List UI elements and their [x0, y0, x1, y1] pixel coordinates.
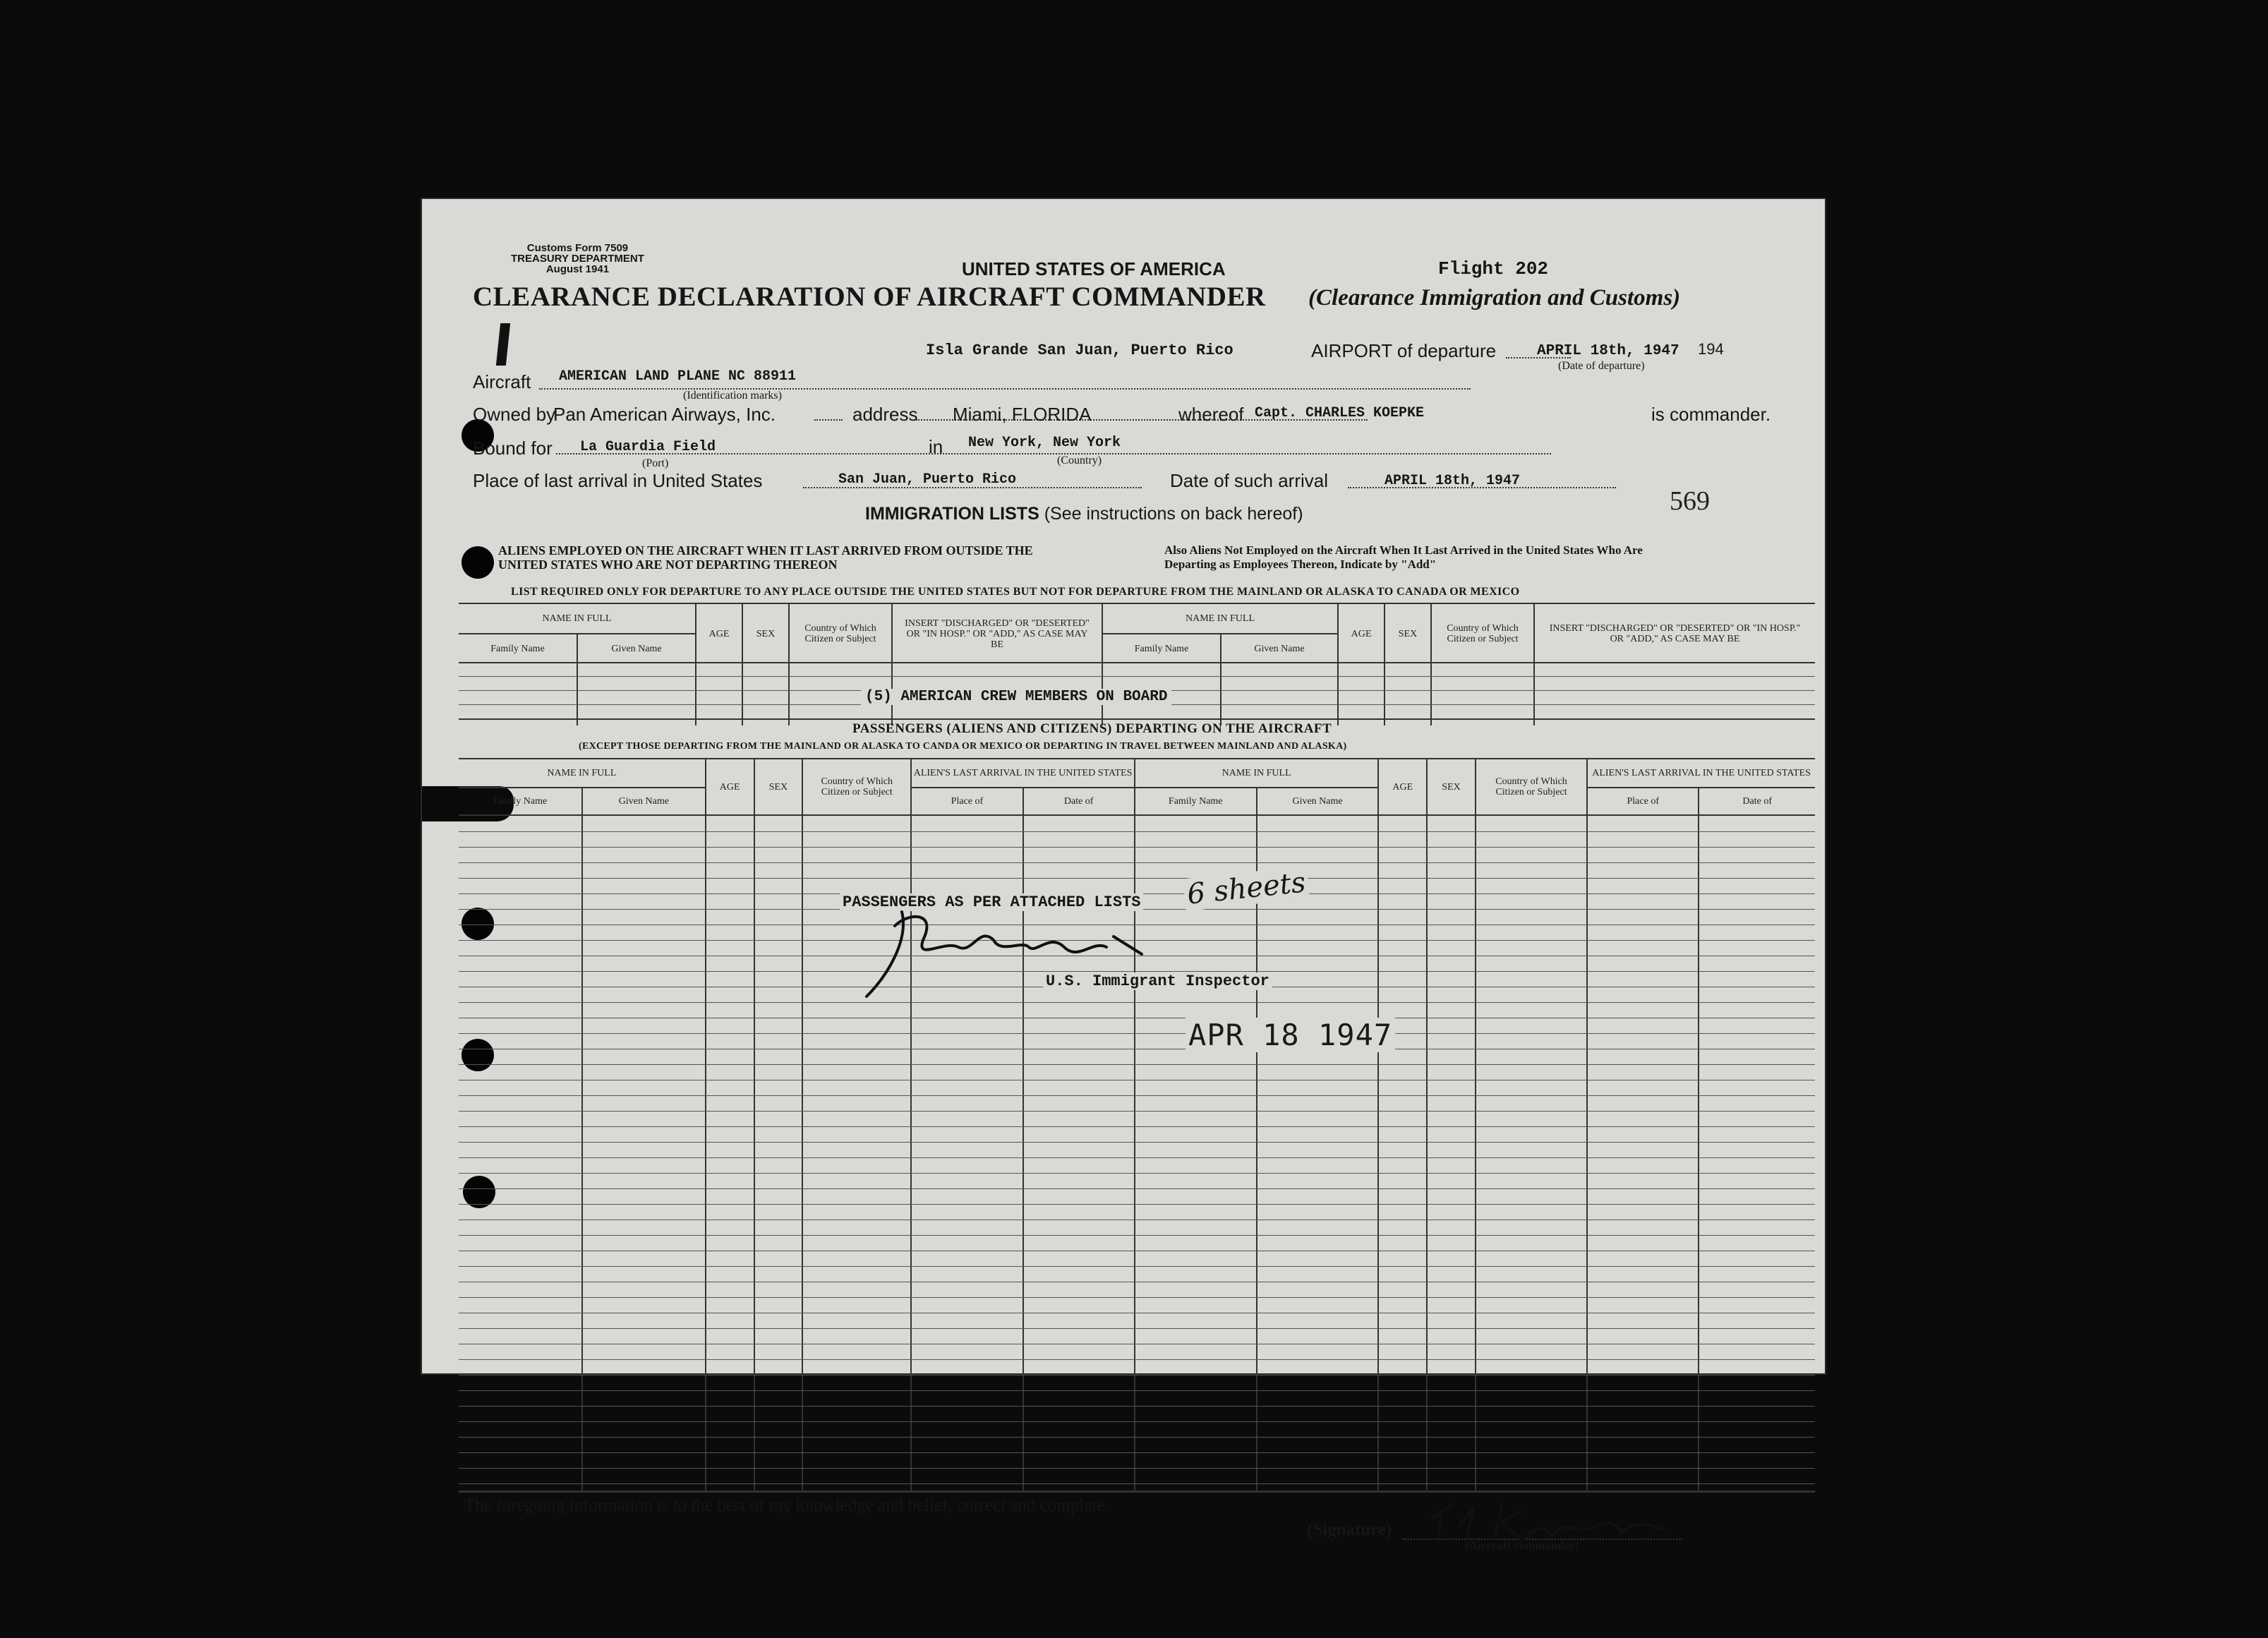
ruled-line: [459, 1188, 1815, 1189]
ruled-line: [459, 1111, 1815, 1112]
aliens-employed-note: ALIENS EMPLOYED ON THE AIRCRAFT WHEN IT LAST ARRIVED FROM OUTSIDE THE UNITED STATES WHO ARE NOT DEPARTING THEREON: [498, 543, 1033, 572]
attached-lists-stamp: PASSENGERS AS PER ATTACHED LISTS: [840, 893, 1143, 911]
certification-statement: The foregoing information is to the best of my knowledge and belief, correct and complete.: [464, 1496, 1109, 1515]
col-family-name: Family Name: [1135, 788, 1257, 814]
col-age: AGE: [1338, 604, 1385, 663]
col-name-in-full: NAME IN FULL: [1102, 604, 1338, 634]
owned-value: Pan American Airways, Inc.: [553, 404, 776, 425]
departure-date-value: APRIL 18th, 1947: [1537, 343, 1679, 359]
ruled-line: [459, 1142, 1815, 1143]
whereof-label: whereof: [1178, 404, 1244, 425]
ruled-line: [459, 1328, 1815, 1329]
ruled-line: [459, 1390, 1815, 1391]
clearance-declaration-form: [422, 199, 1825, 1552]
ruled-line: [459, 862, 1815, 863]
col-name-in-full: NAME IN FULL: [1135, 759, 1379, 788]
address-label: address: [852, 404, 918, 425]
ruled-line: [459, 1483, 1815, 1484]
col-country: Country of Which Citizen or Subject: [1431, 604, 1534, 663]
col-last-arrival: ALIEN'S LAST ARRIVAL IN THE UNITED STATES: [1587, 759, 1815, 788]
col-sex: SEX: [754, 759, 803, 814]
aircraft-value: AMERICAN LAND PLANE NC 88911: [559, 368, 797, 385]
col-place-of: Place of: [1587, 788, 1699, 814]
col-insert: INSERT "DISCHARGED" OR "DESERTED" OR "IN HOSP." OR "ADD," AS CASE MAY BE: [1534, 604, 1815, 663]
ruled-line: [459, 1359, 1815, 1360]
immigration-heading: IMMIGRATION LISTS (See instructions on back hereof): [865, 504, 1303, 524]
ruled-line: [459, 1064, 1815, 1065]
col-sex: SEX: [1385, 604, 1431, 663]
ruled-line: [459, 831, 1815, 832]
ruled-line: [459, 847, 1815, 848]
ruled-line: [459, 1033, 1815, 1034]
page-number: 569: [1670, 486, 1710, 516]
aircraft-label: Aircraft: [473, 371, 531, 392]
ruled-line: [459, 1421, 1815, 1422]
col-age: AGE: [1378, 759, 1427, 814]
last-arrival-label: Place of last arrival in United States: [473, 470, 763, 491]
list-required-note: LIST REQUIRED ONLY FOR DEPARTURE TO ANY PLACE OUTSIDE THE UNITED STATES BUT NOT FOR DEPARTURE FROM THE MAINLAND OR ALASKA TO CANADA OR MEXICO: [511, 586, 1520, 598]
date-stamp: APR 18 1947: [1186, 1018, 1395, 1052]
col-country: Country of Which Citizen or Subject: [802, 759, 911, 814]
form-subtitle: (Clearance Immigration and Customs): [1308, 285, 1681, 311]
commander-value: Capt. CHARLES KOEPKE: [1255, 405, 1425, 421]
address-value: Miami, FLORIDA: [953, 404, 1092, 425]
col-place-of: Place of: [911, 788, 1023, 814]
form-number: Customs Form 7509 TREASURY DEPARTMENT August 1941: [511, 242, 644, 275]
flight-number: Flight 202: [1438, 258, 1549, 279]
year-suffix: 194: [1698, 340, 1724, 358]
port-caption: (Port): [642, 457, 669, 469]
country-caption: (Country): [1057, 454, 1102, 466]
departure-port-value: Isla Grande San Juan, Puerto Rico: [926, 342, 1233, 359]
col-family-name: Family Name: [493, 796, 548, 807]
arrival-date-value: APRIL 18th, 1947: [1385, 473, 1521, 489]
airport-label: AIRPORT of departure: [1311, 340, 1497, 361]
ruled-line: [459, 1452, 1815, 1453]
col-date-of: Date of: [1023, 788, 1135, 814]
passengers-subheading: (EXCEPT THOSE DEPARTING FROM THE MAINLAND OR ALASKA TO CANDA OR MEXICO OR DEPARTING IN TRAVEL BETWEEN MAINLAND AND ALASKA): [579, 741, 1347, 752]
col-given-name: Given Name: [582, 788, 706, 814]
ruled-line: [459, 1297, 1815, 1298]
ruled-line: [459, 1406, 1815, 1407]
immigration-table: [459, 604, 1815, 725]
ruled-line: [459, 1095, 1815, 1096]
ruled-line: [459, 1126, 1815, 1127]
last-arrival-value: San Juan, Puerto Rico: [838, 471, 1017, 488]
sheets-note: 6 sheets: [1183, 866, 1310, 911]
ruled-line: [459, 1266, 1815, 1267]
ruled-line: [459, 878, 1815, 879]
col-name-in-full: NAME IN FULL: [459, 759, 706, 788]
col-family-name: Family Name: [490, 644, 545, 654]
col-country: Country of Which Citizen or Subject: [789, 604, 892, 663]
inspector-title: U.S. Immigrant Inspector: [1043, 972, 1272, 990]
form-title: CLEARANCE DECLARATION OF AIRCRAFT COMMANDER: [473, 282, 1266, 312]
ruled-line: [459, 1173, 1815, 1174]
country-heading: UNITED STATES OF AMERICA: [962, 258, 1226, 279]
arrival-date-label: Date of such arrival: [1170, 470, 1328, 491]
col-date-of: Date of: [1699, 788, 1815, 814]
col-given-name: Given Name: [1221, 634, 1338, 663]
passengers-table: [459, 759, 1815, 1492]
country-value: New York, New York: [968, 435, 1121, 451]
commander-label: is commander.: [1651, 404, 1771, 425]
col-age: AGE: [706, 759, 754, 814]
in-label: in: [929, 436, 943, 457]
col-family-name: Family Name: [1102, 634, 1221, 663]
bound-label: Bound for: [473, 438, 553, 459]
ruled-line: [459, 1157, 1815, 1158]
crew-entry: (5) AMERICAN CREW MEMBERS ON BOARD: [861, 689, 1171, 705]
signature-caption: (Aircraft commander): [1465, 1538, 1579, 1552]
signature-label: (Signature): [1307, 1520, 1392, 1539]
col-age: AGE: [696, 604, 742, 663]
ruled-line: [459, 1468, 1815, 1469]
owned-label: Owned by: [473, 404, 556, 425]
col-country: Country of Which Citizen or Subject: [1476, 759, 1587, 814]
col-insert: INSERT "DISCHARGED" OR "DESERTED" OR "IN HOSP." OR "ADD," AS CASE MAY BE: [892, 604, 1102, 663]
ink-mark: [496, 323, 510, 366]
ruled-line: [459, 1235, 1815, 1236]
col-given-name: Given Name: [577, 634, 696, 663]
date-caption: (Date of departure): [1558, 360, 1645, 372]
passengers-heading: PASSENGERS (ALIENS AND CITIZENS) DEPARTING ON THE AIRCRAFT: [852, 721, 1332, 736]
col-name-in-full: NAME IN FULL: [459, 604, 696, 634]
ruled-line: [459, 1437, 1815, 1438]
punch-hole: [462, 546, 494, 579]
aliens-added-note: Also Aliens Not Employed on the Aircraft When It Last Arrived in the United States Who Are Departing as Employees Thereon, Indicate by "Add": [1164, 543, 1643, 571]
ruled-line: [459, 1204, 1815, 1205]
col-sex: SEX: [742, 604, 789, 663]
bound-value: La Guardia Field: [580, 439, 716, 455]
col-last-arrival: ALIEN'S LAST ARRIVAL IN THE UNITED STATES: [911, 759, 1135, 788]
col-sex: SEX: [1427, 759, 1476, 814]
col-given-name: Given Name: [1257, 788, 1379, 814]
aircraft-caption: (Identification marks): [683, 390, 782, 402]
